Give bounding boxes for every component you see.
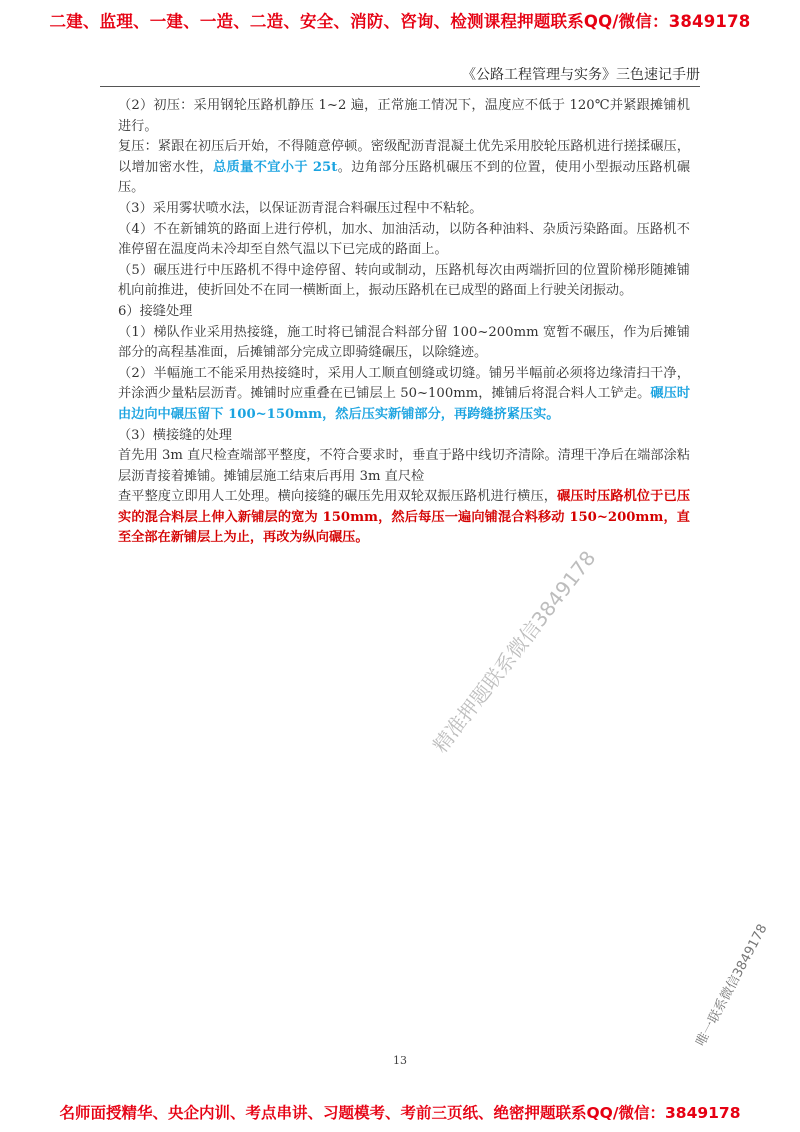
highlight-blue-text: 总质量不宜小于 25t — [212, 159, 338, 175]
paragraph-re-rolling — [118, 137, 690, 199]
paragraph-spray: （3）采用雾状喷水法，以保证沥青混合料碾压过程中不粘轮。 — [118, 200, 483, 216]
bottom-promo-banner: 名师面授精华、央企内训、考点串讲、习题模考、考前三页纸、绝密押题联系QQ/微信：3849178 — [59, 1104, 741, 1122]
paragraph-rolling-progress: （5）碾压进行中压路机不得中途停留、转向或制动，压路机每次由两端折回的位置阶梯形随摊铺机向前推进，使折回处不在同一横断面上，振动压路机在已成型的路面上行驶关闭振动。 — [118, 262, 690, 299]
text-run: 。边角部分压路机碾压不到的位置，使用小型振动压路机碾压。 — [118, 159, 691, 196]
text-run: 复压：紧跟在初压后开始，不得随意停顿。密级配沥青混凝土优先采用胶轮压路机进行搓揉碾压，以增加密水性， — [118, 139, 690, 175]
text-run: 查平整度立即用人工处理。横向接缝的碾压先用双轮双振压路机进行横压， — [118, 489, 558, 505]
running-title: 《公路工程管理与实务》三色速记手册 — [462, 67, 700, 83]
page-number: 13 — [393, 1054, 407, 1067]
highlight-blue-text: 碾压时由边向中碾压留下 100~150mm，然后压实新铺部分，再跨缝挤紧压实。 — [118, 386, 691, 422]
paragraph-no-stop: （4）不在新铺筑的路面上进行停机，加水、加油活动，以防各种油料、杂质污染路面。压路机不准停留在温度尚未冷却至自然气温以下已完成的路面上。 — [118, 221, 690, 258]
watermark-diagonal-small: 唯一联系微信3849178 — [693, 921, 771, 1049]
paragraph-half-width — [118, 364, 690, 426]
paragraph-initial-rolling: （2）初压：采用钢轮压路机静压 1~2 遍，正常施工情况下，温度应不低于 120℃并紧跟摊铺机进行。 — [118, 98, 690, 134]
header-divider — [100, 86, 700, 87]
top-promo-banner: 二建、监理、一建、一造、二造、安全、消防、咨询、检测课程押题联系QQ/微信：3849178 — [49, 12, 751, 31]
document-body — [118, 96, 690, 549]
subheading-transverse-joint: （3）横接缝的处理 — [118, 427, 232, 443]
paragraph-transverse-1: 首先用 3m 直尺检查端部平整度，不符合要求时，垂直于路中线切齐清除。清理干净后在端部涂粘层沥青接着摊铺。摊铺层施工结束后再用 3m 直尺检 — [118, 448, 690, 484]
highlight-red-text: 碾压时压路机位于已压实的混合料层上伸入新铺层的宽为 150mm，然后每压一遍向铺混合料移动 150~200mm，直至全部在新铺层上为止，再改为纵向碾压。 — [118, 489, 691, 546]
paragraph-transverse-2 — [118, 487, 690, 549]
section-heading-joints: 6）接缝处理 — [118, 303, 193, 319]
text-run: （2）半幅施工不能采用热接缝时，采用人工顺直刨缝或切缝。铺另半幅前必须将边缘清扫干净，并涂洒少量粘层沥青。摊铺时应重叠在已铺层上 50~100mm，摊铺后将混合料人工铲走。 — [118, 365, 690, 402]
paragraph-hot-joint: （1）梯队作业采用热接缝，施工时将已铺混合料部分留 100~200mm 宽暂不碾压，作为后摊铺部分的高程基准面，后摊铺部分完成立即骑缝碾压，以除缝迹。 — [118, 324, 690, 361]
watermark-diagonal-large: 精准押题联系微信3849178 — [428, 546, 601, 758]
